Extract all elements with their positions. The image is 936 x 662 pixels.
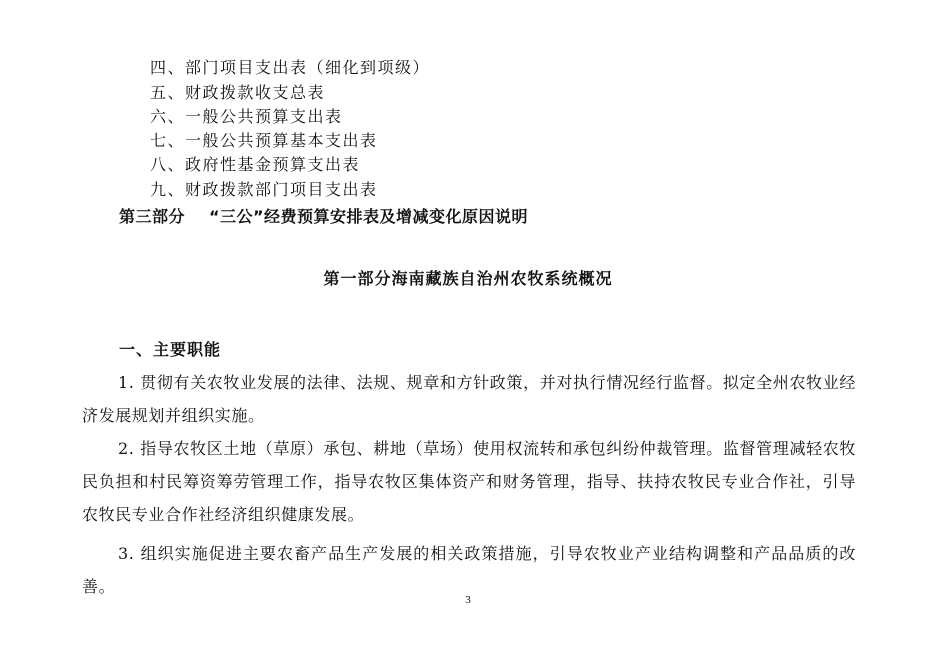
- toc-part-3-label: 第三部分: [119, 207, 186, 226]
- toc-item-9: 九、财政拨款部门项目支出表: [150, 180, 378, 199]
- toc-part-3-title: “三公”经费预算安排表及增减变化原因说明: [209, 207, 529, 226]
- toc-item-4: 四、部门项目支出表（细化到项级）: [150, 58, 431, 77]
- paragraph-2: 2. 指导农牧区土地（草原）承包、耕地（草场）使用权流转和承包纠纷仲裁管理。监督管理减轻农牧民负担和村民筹资筹劳管理工作，指导农牧区集体资产和财务管理，指导、扶持农牧民专业合作社，引导农牧民专业合作社经济组织健康发展。: [82, 439, 856, 524]
- toc-item-5: 五、财政拨款收支总表: [150, 83, 326, 102]
- section-heading-main-functions: 一、主要职能: [119, 340, 222, 359]
- paragraph-1: 1. 贯彻有关农牧业发展的法律、法规、规章和方针政策，并对执行情况经行监督。拟定全州农牧业经济发展规划并组织实施。: [82, 373, 856, 425]
- toc-item-6: 六、一般公共预算支出表: [150, 107, 343, 126]
- toc-part-3: [119, 205, 528, 229]
- toc-item-7: 七、一般公共预算基本支出表: [150, 131, 378, 150]
- part-1-title: 第一部分海南藏族自治州农牧系统概况: [323, 269, 613, 288]
- toc-item-8: 八、政府性基金预算支出表: [150, 155, 361, 174]
- paragraph-3: 3. 组织实施促进主要农畜产品生产发展的相关政策措施，引导农牧业产业结构调整和产品品质的改善。: [82, 544, 856, 596]
- page-number: 3: [465, 594, 471, 606]
